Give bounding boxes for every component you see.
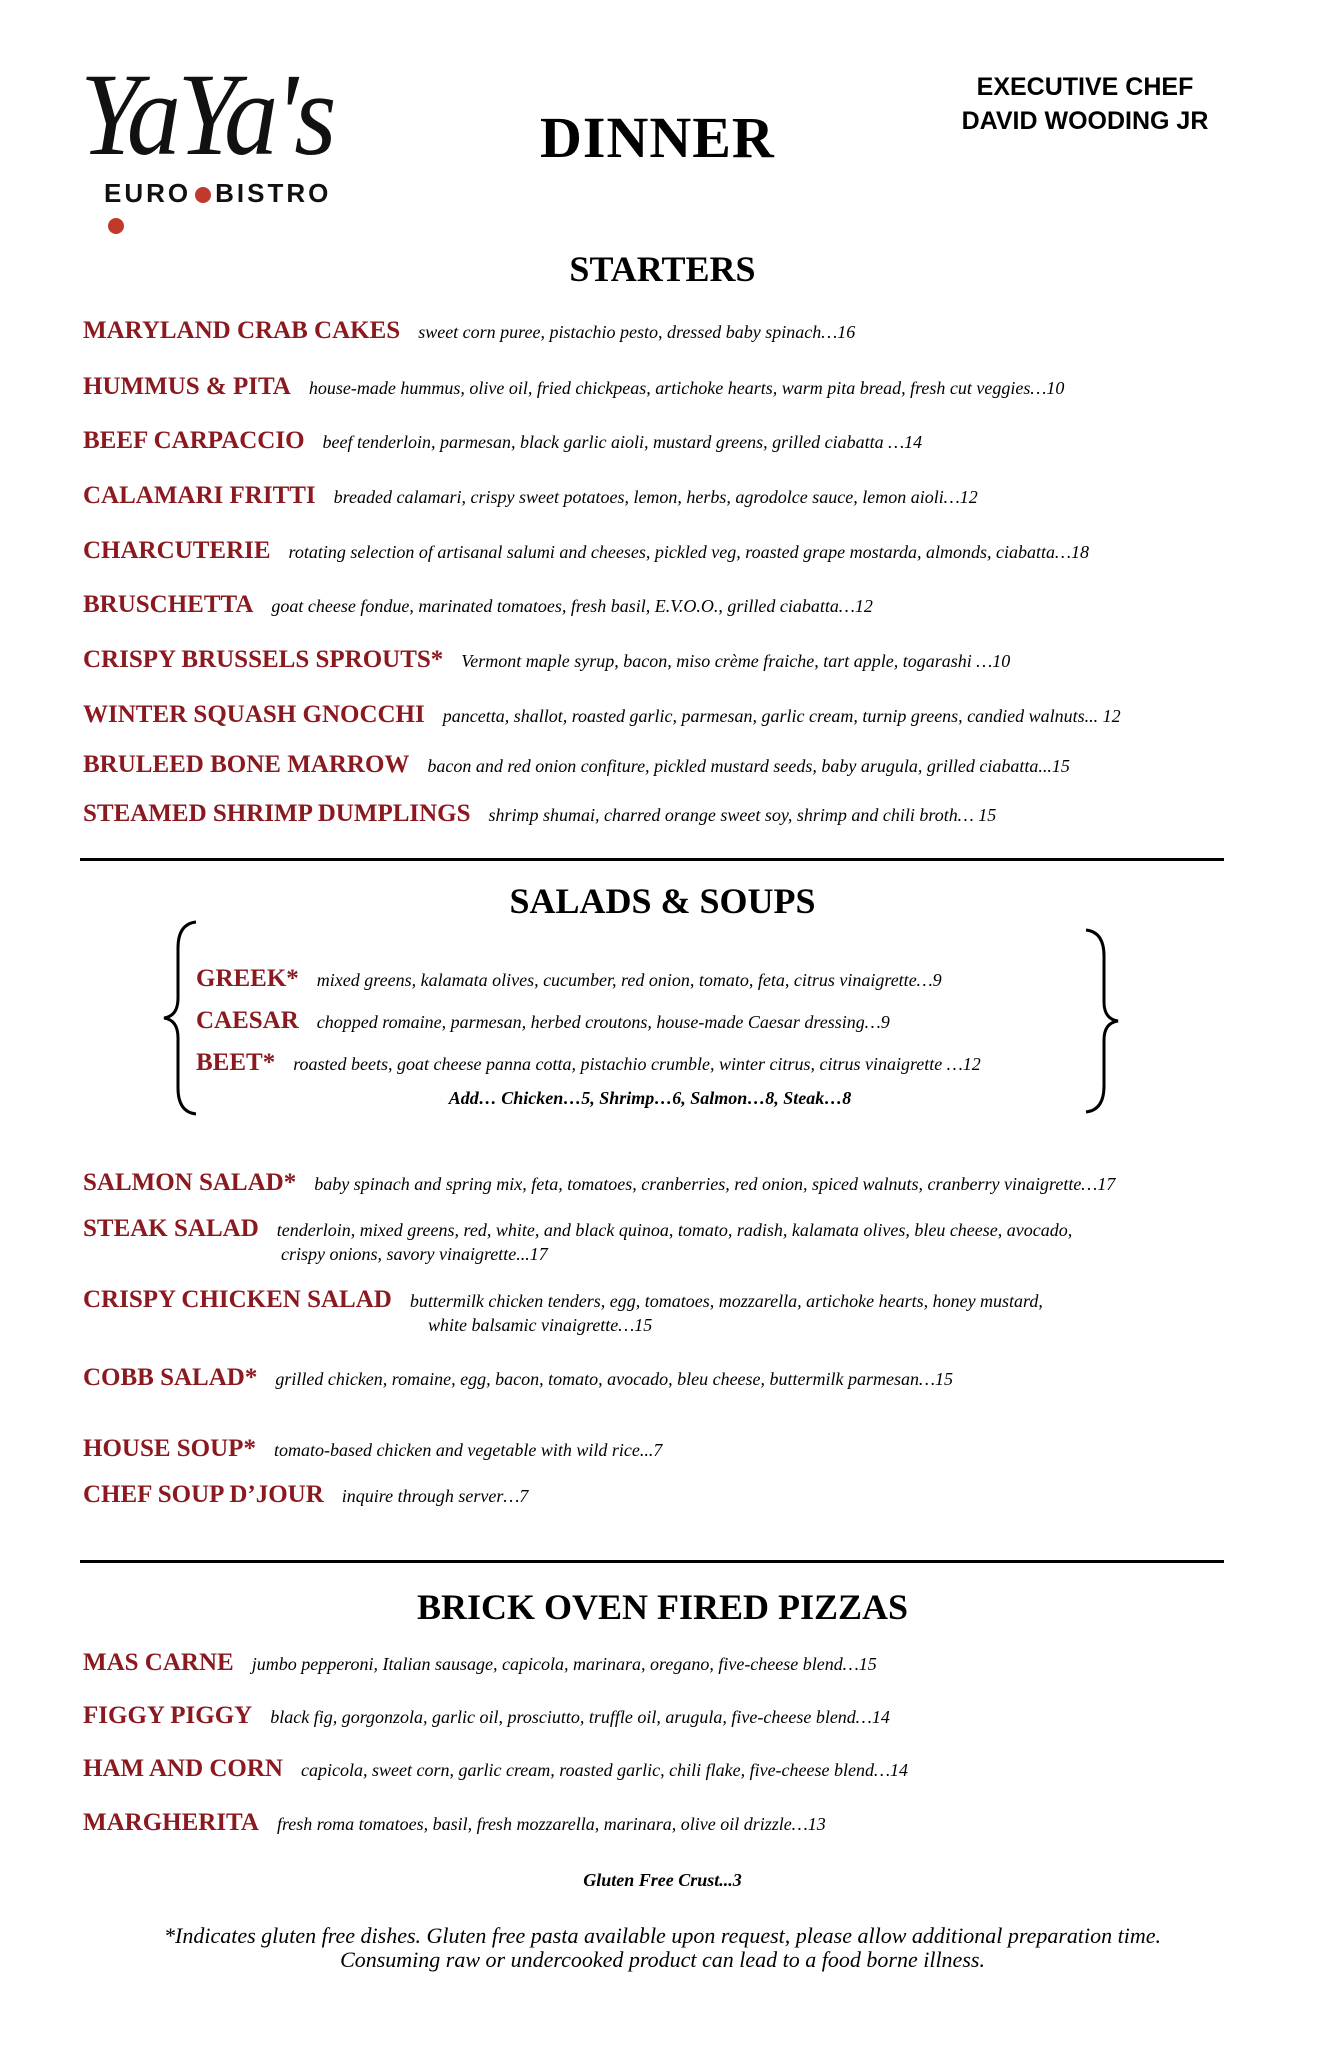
menu-item-description: breaded calamari, crispy sweet potatoes, lemon, herbs, agrodolce sauce, lemon aioli…12 — [333, 487, 978, 507]
menu-item — [83, 426, 922, 457]
menu-item — [83, 1363, 953, 1394]
menu-item — [83, 590, 873, 621]
menu-item-description: roasted beets, goat cheese panna cotta, pistachio crumble, winter citrus, citrus vinaigrette …12 — [293, 1054, 981, 1074]
menu-item-name: CHEF SOUP D’JOUR — [83, 1481, 324, 1508]
menu-item-name: BEET* — [196, 1049, 276, 1076]
chef-line1: EXECUTIVE CHEF — [976, 73, 1194, 101]
menu-item-description: sweet corn puree, pistachio pesto, dressed baby spinach…16 — [418, 322, 856, 342]
menu-item-description-cont: crispy onions, savory vinaigrette...17 — [281, 1244, 548, 1264]
logo-sub-left: EURO — [104, 178, 192, 208]
section-divider — [80, 858, 1224, 861]
menu-item-name: HOUSE SOUP* — [83, 1435, 256, 1462]
menu-item-description: shrimp shumai, charred orange sweet soy, shrimp and chili broth… 15 — [488, 805, 997, 825]
menu-item-description: goat cheese fondue, marinated tomatoes, fresh basil, E.V.O.O., grilled ciabatta…12 — [271, 596, 873, 616]
menu-item-name: FIGGY PIGGY — [83, 1702, 253, 1729]
menu-item-description: black fig, gorgonzola, garlic oil, prosciutto, truffle oil, arugula, five-cheese blend…14 — [270, 1707, 890, 1727]
menu-item-name: STEAMED SHRIMP DUMPLINGS — [83, 800, 471, 827]
menu-item-description-cont: white balsamic vinaigrette…15 — [428, 1315, 653, 1335]
menu-item — [83, 1480, 528, 1511]
menu-item-name: CAESAR — [196, 1007, 299, 1034]
footer-line1: *Indicates gluten free dishes. Gluten free pasta available upon request, please allow additional preparation time. — [164, 1923, 1161, 1948]
footer-line2: Consuming raw or undercooked product can lead to a food borne illness. — [340, 1947, 985, 1972]
menu-item-name: HAM AND CORN — [83, 1755, 283, 1782]
menu-item-description: pancetta, shallot, roasted garlic, parmesan, garlic cream, turnip greens, candied walnuts... 12 — [442, 706, 1121, 726]
logo-dot-icon — [195, 187, 211, 203]
menu-item-name: BRULEED BONE MARROW — [83, 751, 410, 778]
menu-item — [83, 700, 1121, 731]
menu-item — [83, 536, 1089, 567]
menu-item-name: MAS CARNE — [83, 1649, 234, 1676]
gluten-free-crust: Gluten Free Crust...3 — [583, 1870, 742, 1890]
menu-item-name: GREEK* — [196, 965, 299, 992]
logo-sub-right: BISTRO — [215, 178, 332, 208]
menu-item — [196, 964, 942, 997]
logo-dot-icon — [108, 218, 124, 234]
menu-item — [83, 1214, 1072, 1269]
menu-item-name: BRUSCHETTA — [83, 591, 254, 618]
footer-note — [0, 1924, 1325, 1972]
menu-item — [83, 1648, 877, 1679]
logo-subtitle — [104, 178, 350, 240]
menu-item-name: CRISPY CHICKEN SALAD — [83, 1286, 392, 1313]
menu-item-description: fresh roma tomatoes, basil, fresh mozzarella, marinara, olive oil drizzle…13 — [276, 1814, 826, 1834]
salads-title: SALADS & SOUPS — [509, 881, 816, 921]
menu-item-description: beef tenderloin, parmesan, black garlic aioli, mustard greens, grilled ciabatta …14 — [322, 432, 923, 452]
menu-item-description: grilled chicken, romaine, egg, bacon, tomato, avocado, bleu cheese, buttermilk parmesan…15 — [275, 1369, 954, 1389]
menu-item-description: buttermilk chicken tenders, egg, tomatoes, mozzarella, artichoke hearts, honey mustard, — [409, 1291, 1043, 1311]
pizzas-title: BRICK OVEN FIRED PIZZAS — [416, 1587, 909, 1627]
page-title: DINNER — [540, 105, 775, 170]
menu-item — [83, 372, 1064, 403]
menu-item — [83, 1434, 662, 1465]
menu-item — [83, 481, 978, 512]
salad-addons: Add… Chicken…5, Shrimp…6, Salmon…8, Steak…8 — [448, 1088, 852, 1108]
menu-item-name: WINTER SQUASH GNOCCHI — [83, 701, 425, 728]
menu-item — [83, 750, 1070, 781]
executive-chef — [950, 70, 1220, 138]
menu-item-name: STEAK SALAD — [83, 1215, 259, 1242]
menu-item-description: chopped romaine, parmesan, herbed croutons, house-made Caesar dressing…9 — [316, 1012, 890, 1032]
menu-item-name: HUMMUS & PITA — [83, 373, 291, 400]
menu-item-name: SALMON SALAD* — [83, 1169, 297, 1196]
menu-item — [83, 1701, 890, 1732]
menu-item-description: capicola, sweet corn, garlic cream, roasted garlic, chili flake, five-cheese blend…14 — [301, 1760, 909, 1780]
menu-item-name: COBB SALAD* — [83, 1364, 258, 1391]
menu-item — [196, 1048, 981, 1081]
menu-item-description: tenderloin, mixed greens, red, white, and black quinoa, tomato, radish, kalamata olives, bleu cheese, avocado, — [276, 1220, 1073, 1240]
starters-title: STARTERS — [569, 249, 756, 289]
menu-item-description: baby spinach and spring mix, feta, tomatoes, cranberries, red onion, spiced walnuts, cranberry vinaigrette…17 — [314, 1174, 1116, 1194]
menu-item-description: Vermont maple syrup, bacon, miso crème fraiche, tart apple, togarashi …10 — [461, 651, 1011, 671]
menu-item — [83, 1168, 1115, 1199]
menu-item-name: CALAMARI FRITTI — [83, 482, 316, 509]
section-divider — [80, 1560, 1224, 1563]
menu-item — [83, 1285, 1043, 1340]
menu-item-description: inquire through server…7 — [341, 1486, 529, 1506]
menu-item — [83, 645, 1010, 676]
menu-item-description: house-made hummus, olive oil, fried chickpeas, artichoke hearts, warm pita bread, fresh cut veggies…10 — [308, 378, 1065, 398]
menu-item-name: MARYLAND CRAB CAKES — [83, 317, 401, 344]
chef-line2: DAVID WOODING JR — [961, 107, 1209, 135]
menu-item-name: CRISPY BRUSSELS SPROUTS* — [83, 646, 444, 673]
menu-item-name: CHARCUTERIE — [83, 537, 271, 564]
menu-item-description: tomato-based chicken and vegetable with wild rice...7 — [273, 1440, 663, 1460]
menu-item-description: rotating selection of artisanal salumi and cheeses, pickled veg, roasted grape mostarda, almonds, ciabatta…18 — [288, 542, 1089, 562]
menu-item — [83, 316, 855, 347]
menu-item — [83, 799, 996, 830]
menu-item-name: MARGHERITA — [83, 1809, 259, 1836]
menu-item-description: mixed greens, kalamata olives, cucumber, red onion, tomato, feta, citrus vinaigrette…9 — [316, 970, 942, 990]
logo-script: YaYa's — [80, 49, 333, 180]
menu-item — [83, 1808, 826, 1839]
menu-item — [83, 1754, 908, 1785]
menu-item-description: bacon and red onion confiture, pickled mustard seeds, baby arugula, grilled ciabatta...15 — [427, 756, 1070, 776]
menu-item — [196, 1006, 890, 1039]
menu-item-description: jumbo pepperoni, Italian sausage, capicola, marinara, oregano, five-cheese blend…15 — [251, 1654, 877, 1674]
menu-item-name: BEEF CARPACCIO — [83, 427, 305, 454]
logo — [80, 49, 350, 216]
